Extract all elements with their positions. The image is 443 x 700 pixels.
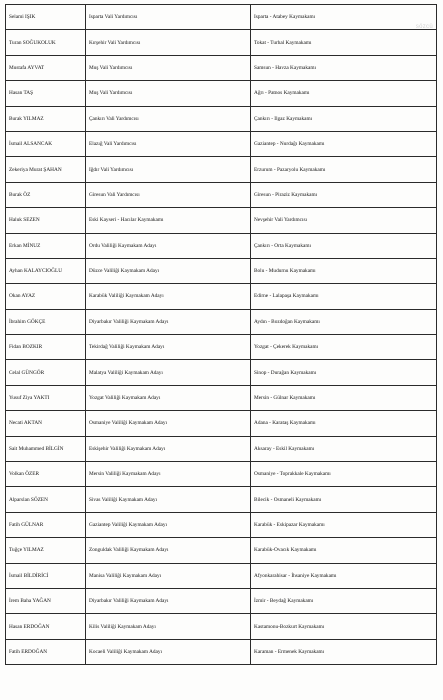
table-row xyxy=(6,55,437,80)
new-post-cell: Osmaniye - Toprakkale Kaymakamı xyxy=(251,462,437,487)
new-post-cell: Çankırı - Ilgaz Kaymakamı xyxy=(251,106,437,131)
name-cell: Hasan ERDOĞAN xyxy=(6,614,86,639)
current-post-cell: Kilis Valiliği Kaymakam Adayı xyxy=(86,614,251,639)
new-post-cell: Giresun - Piraziz Kaymakamı xyxy=(251,182,437,207)
name-cell: Burak YILMAZ xyxy=(6,106,86,131)
name-cell: Yusuf Ziya YAKTI xyxy=(6,385,86,410)
name-cell: Fatih GÜLNAR xyxy=(6,512,86,537)
name-cell: İsmail BİLDİRİCİ xyxy=(6,563,86,588)
current-post-cell: Gaziantep Valiliği Kaymakam Adayı xyxy=(86,512,251,537)
current-post-cell: Elazığ Vali Yardımcısı xyxy=(86,131,251,156)
new-post-cell: Karabük - Eskipazar Kaymakamı xyxy=(251,512,437,537)
table-row xyxy=(6,614,437,639)
name-cell: Burak ÖZ xyxy=(6,182,86,207)
new-post-cell: Mersin - Gülnar Kaymakamı xyxy=(251,385,437,410)
name-cell: Okan AYAZ xyxy=(6,284,86,309)
current-post-cell: Osmaniye Valiliği Kaymakam Adayı xyxy=(86,411,251,436)
name-cell: İrem Baha YAĞAN xyxy=(6,588,86,613)
new-post-cell: Afyonkarahisar - İhsaniye Kaymakamı xyxy=(251,563,437,588)
current-post-cell: Kırşehir Vali Yardımcısı xyxy=(86,30,251,55)
current-post-cell: Iğdır Vali Yardımcısı xyxy=(86,157,251,182)
name-cell: Sait Muhammed BİLGİN xyxy=(6,436,86,461)
table-row xyxy=(6,462,437,487)
current-post-cell: Manisa Valiliği Kaymakam Adayı xyxy=(86,563,251,588)
name-cell: Zekeriya Murat ŞAHAN xyxy=(6,157,86,182)
table-row xyxy=(6,385,437,410)
name-cell: Fatih ERDOĞAN xyxy=(6,639,86,664)
new-post-cell: Çankırı - Orta Kaymakamı xyxy=(251,233,437,258)
name-cell: Alparslan SÖZEN xyxy=(6,487,86,512)
watermark-logo: sözcü xyxy=(415,24,433,30)
current-post-cell: Diyarbakır Valiliği Kaymakam Adayı xyxy=(86,309,251,334)
new-post-cell: Yozgat - Çekerek Kaymakamı xyxy=(251,335,437,360)
new-post-cell: Isparta - Atabey Kaymakamı xyxy=(251,5,437,30)
current-post-cell: Çankırı Vali Yardımcısı xyxy=(86,106,251,131)
name-cell: Fidan BOZKIR xyxy=(6,335,86,360)
name-cell: Celal GÜNGÖR xyxy=(6,360,86,385)
table-row xyxy=(6,258,437,283)
table-row xyxy=(6,106,437,131)
table-row xyxy=(6,131,437,156)
table-row xyxy=(6,208,437,233)
table-row xyxy=(6,335,437,360)
current-post-cell: Diyarbakır Valiliği Kaymakam Adayı xyxy=(86,588,251,613)
new-post-cell: Adana - Karataş Kaymakamı xyxy=(251,411,437,436)
name-cell: Selami IŞIK xyxy=(6,5,86,30)
current-post-cell: Sivas Valiliği Kaymakam Adayı xyxy=(86,487,251,512)
table-row xyxy=(6,411,437,436)
new-post-cell: Bilecik - Osmaneli Kaymakamı xyxy=(251,487,437,512)
table-row xyxy=(6,30,437,55)
new-post-cell: Aydın - Bozdoğan Kaymakamı xyxy=(251,309,437,334)
name-cell: Mustafa AYVAT xyxy=(6,55,86,80)
table-row xyxy=(6,233,437,258)
name-cell: Turan SOĞUKOLUK xyxy=(6,30,86,55)
table-row xyxy=(6,563,437,588)
name-cell: Erkan MİNUZ xyxy=(6,233,86,258)
current-post-cell: Tekirdağ Valiliği Kaymakam Adayı xyxy=(86,335,251,360)
current-post-cell: Zonguldak Valiliği Kaymakam Adayı xyxy=(86,538,251,563)
new-post-cell: Tokat - Turhal Kaymakamı xyxy=(251,30,437,55)
current-post-cell: Eski Kayseri - Hacılar Kaymakamı xyxy=(86,208,251,233)
name-cell: Necati AKTAN xyxy=(6,411,86,436)
new-post-cell: Bolu - Mudurnu Kaymakamı xyxy=(251,258,437,283)
name-cell: Hasan TAŞ xyxy=(6,81,86,106)
table-row xyxy=(6,5,437,30)
table-row xyxy=(6,436,437,461)
current-post-cell: Mersin Valiliği Kaymakam Adayı xyxy=(86,462,251,487)
current-post-cell: Isparta Vali Yardımcısı xyxy=(86,5,251,30)
table-row xyxy=(6,360,437,385)
table-row xyxy=(6,309,437,334)
table-row xyxy=(6,487,437,512)
current-post-cell: Giresun Vali Yardımcısı xyxy=(86,182,251,207)
new-post-cell: Karaman - Ermenek Kaymakamı xyxy=(251,639,437,664)
current-post-cell: Düzce Valiliği Kaymakam Adayı xyxy=(86,258,251,283)
new-post-cell: İzmir - Beydağ Kaymakamı xyxy=(251,588,437,613)
new-post-cell: Karabük-Ovacık Kaymakamı xyxy=(251,538,437,563)
name-cell: Haluk SEZEN xyxy=(6,208,86,233)
current-post-cell: Karabük Valiliği Kaymakam Adayı xyxy=(86,284,251,309)
table-row xyxy=(6,588,437,613)
new-post-cell: Edirne - Lalapaşa Kaymakamı xyxy=(251,284,437,309)
current-post-cell: Eskişehir Valiliği Kaymakam Adayı xyxy=(86,436,251,461)
name-cell: İbrahim GÖKÇE xyxy=(6,309,86,334)
new-post-cell: Aksaray - Eskil Kaymakamı xyxy=(251,436,437,461)
current-post-cell: Malatya Valiliği Kaymakam Adayı xyxy=(86,360,251,385)
table-row xyxy=(6,157,437,182)
table-row xyxy=(6,512,437,537)
current-post-cell: Muş Vali Yardımcısı xyxy=(86,81,251,106)
appointments-table-body xyxy=(6,5,437,665)
name-cell: İsmail ALSANCAK xyxy=(6,131,86,156)
table-row xyxy=(6,639,437,664)
table-row xyxy=(6,182,437,207)
current-post-cell: Yozgat Valiliği Kaymakam Adayı xyxy=(86,385,251,410)
new-post-cell: Ağrı - Patnos Kaymakamı xyxy=(251,81,437,106)
current-post-cell: Kocaeli Valiliği Kaymakam Adayı xyxy=(86,639,251,664)
current-post-cell: Ordu Valiliği Kaymakam Adayı xyxy=(86,233,251,258)
new-post-cell: Nevşehir Vali Yardımcısı xyxy=(251,208,437,233)
appointments-table xyxy=(5,4,437,665)
table-row xyxy=(6,538,437,563)
new-post-cell: Kastamonu-Bozkurt Kaymakamı xyxy=(251,614,437,639)
name-cell: Tuğçe YILMAZ xyxy=(6,538,86,563)
new-post-cell: Erzurum - Pazaryolu Kaymakamı xyxy=(251,157,437,182)
name-cell: Volkan ÖZER xyxy=(6,462,86,487)
new-post-cell: Samsun - Havza Kaymakamı xyxy=(251,55,437,80)
new-post-cell: Sinop - Durağan Kaymakamı xyxy=(251,360,437,385)
table-row xyxy=(6,284,437,309)
name-cell: Ayhan KALAYCIOĞLU xyxy=(6,258,86,283)
current-post-cell: Muş Vali Yardımcısı xyxy=(86,55,251,80)
table-row xyxy=(6,81,437,106)
new-post-cell: Gaziantep - Nurdağı Kaymakamı xyxy=(251,131,437,156)
